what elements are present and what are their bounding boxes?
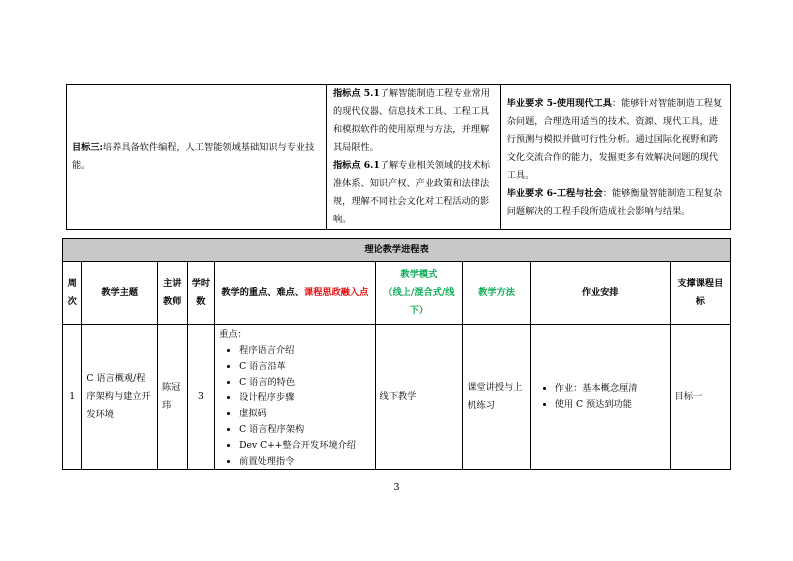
header-method: 教学方法 bbox=[463, 262, 530, 325]
list-item: • C 语言沿革 bbox=[239, 359, 370, 375]
header-key-points-prefix: 教学的重点、难点、 bbox=[221, 287, 305, 298]
homework-list bbox=[535, 381, 666, 413]
header-mode-line2: （线上/混合式/线下） bbox=[383, 287, 455, 316]
list-item: • C 语言的特色 bbox=[239, 375, 370, 391]
list-item: • 程序语言介绍 bbox=[239, 343, 370, 359]
header-homework: 作业安排 bbox=[530, 262, 670, 325]
list-item: • 前置处理指令 bbox=[239, 454, 370, 470]
requirement-2-text: ：能够衡量智能制造工程复杂问题解决的工程手段所造成社会影响与结果。 bbox=[506, 188, 723, 217]
header-week: 周次 bbox=[63, 262, 82, 325]
indicator-1-text: 了解智能制造工程专业常用的现代仪器、信息技术工具、工程工具和模拟软件的使用原理与方法，并理解其局限性。 bbox=[332, 88, 490, 153]
schedule-table bbox=[62, 238, 731, 470]
focus-list bbox=[219, 343, 370, 469]
row-week: 1 bbox=[63, 325, 82, 470]
header-mode-line1: 教学模式 bbox=[400, 269, 438, 280]
list-item: • 作业：基本概念厘清 bbox=[555, 381, 666, 397]
header-key-points-ideology: 课程思政融入点 bbox=[304, 287, 369, 298]
list-item: • C 语言程序架构 bbox=[239, 422, 370, 438]
requirement-cell bbox=[500, 85, 730, 230]
requirement-2 bbox=[507, 185, 726, 221]
table-row bbox=[63, 325, 731, 470]
objective-label: 目标三: bbox=[72, 142, 103, 153]
list-item: • Dev C++整合开发环境介绍 bbox=[239, 438, 370, 454]
row-topic: C 语言概观/程序架构与建立开发环境 bbox=[82, 325, 158, 470]
objectives-table bbox=[66, 84, 731, 230]
header-topic: 教学主题 bbox=[82, 262, 158, 325]
header-hours: 学时数 bbox=[187, 262, 215, 325]
row-homework bbox=[530, 325, 670, 470]
row-mode: 线下教学 bbox=[375, 325, 463, 470]
objective-text: 培养具备软件编程，人工智能领域基础知识与专业技能。 bbox=[72, 142, 315, 171]
indicator-2-text: 了解专业相关领域的技术标准体系、知识产权、产业政策和法律法规，理解不同社会文化对工程活动的影响。 bbox=[332, 160, 490, 225]
header-key-points bbox=[215, 262, 375, 325]
schedule-title: 理论教学进程表 bbox=[63, 239, 731, 262]
indicator-1 bbox=[333, 85, 496, 157]
schedule-title-row bbox=[63, 239, 731, 262]
requirement-1 bbox=[507, 95, 726, 185]
list-item: • 虚拟码 bbox=[239, 406, 370, 422]
requirement-1-label: 毕业要求 5-使用现代工具 bbox=[506, 98, 612, 109]
row-method: 课堂讲授与上机练习 bbox=[463, 325, 530, 470]
row-hours: 3 bbox=[187, 325, 215, 470]
header-teacher: 主讲教师 bbox=[157, 262, 187, 325]
schedule-header-row bbox=[63, 262, 731, 325]
row-goal: 目标一 bbox=[670, 325, 730, 470]
focus-label: 重点： bbox=[219, 329, 247, 340]
list-item: • 使用 C 预达到功能 bbox=[555, 397, 666, 413]
requirement-2-label: 毕业要求 6-工程与社会 bbox=[506, 188, 603, 199]
header-mode bbox=[375, 262, 463, 325]
row-focus bbox=[215, 325, 375, 470]
indicator-1-label: 指标点 5.1 bbox=[332, 88, 380, 99]
objective-cell bbox=[67, 85, 327, 230]
indicator-2-label: 指标点 6.1 bbox=[332, 160, 380, 171]
page-number: 3 bbox=[393, 482, 400, 493]
list-item: • 设计程序步骤 bbox=[239, 390, 370, 406]
row-teacher: 陈冠玮 bbox=[157, 325, 187, 470]
requirement-1-text: ：能够针对智能制造工程复杂问题，合理选用适当的技术、资源、现代工具，进行预测与模拟并做可行性分析。通过国际化视野和跨文化交流合作的能力，发掘更多有效解决问题的现代工具。 bbox=[506, 98, 723, 181]
header-goals: 支撑课程目标 bbox=[670, 262, 730, 325]
indicator-cell bbox=[326, 85, 500, 230]
objective-row bbox=[67, 85, 731, 230]
indicator-2 bbox=[333, 157, 496, 229]
